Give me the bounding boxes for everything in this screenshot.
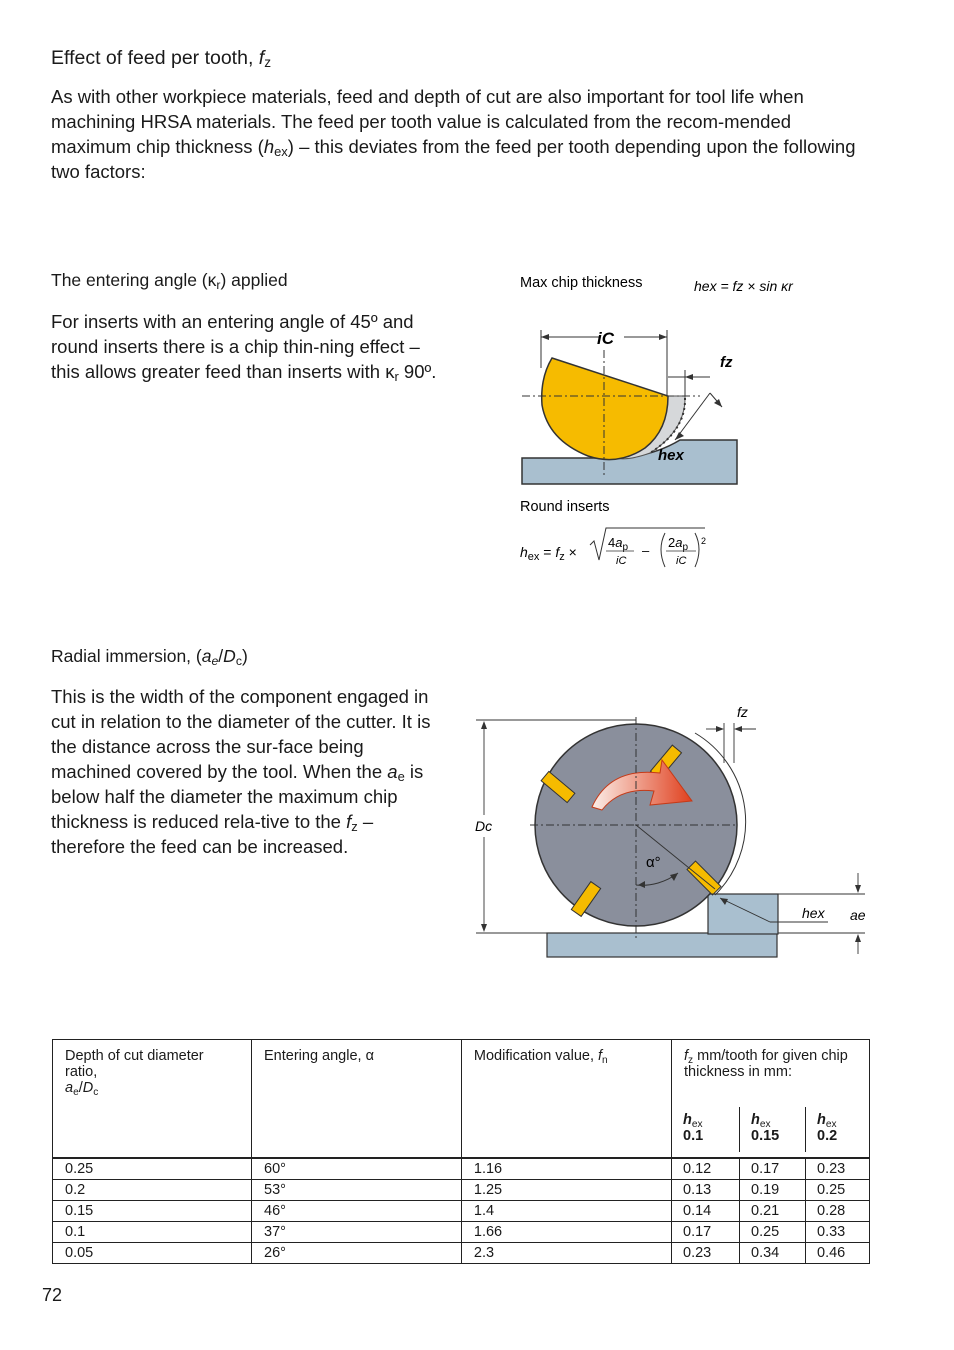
feed-table: [52, 1039, 870, 1264]
hex-label-2: hex: [802, 905, 825, 921]
table-row: 0.05 26° 2.3 0.23 0.34 0.46: [53, 1243, 870, 1264]
section-heading: Effect of feed per tooth, $f_z$: [51, 47, 272, 70]
entering-angle-paragraph: For inserts with an entering angle of 45º and round inserts there is a chip thin-ning effect – this allows greater feed than inserts with $\kappa_r$ 90º.: [51, 311, 437, 384]
table-row: 0.1 37° 1.66 0.17 0.25 0.33: [53, 1222, 870, 1243]
formula-round-inserts: [520, 528, 706, 567]
radial-immersion-title: Radial immersion, $(a_e/D_c)$: [51, 646, 248, 668]
workpiece-step: [708, 894, 778, 934]
svg-text:2ap: $2a_p$: [668, 535, 689, 553]
table-row: 0.2 53° 1.25 0.13 0.19 0.25: [53, 1180, 870, 1201]
table-row: 0.15 46° 1.4 0.14 0.21 0.28: [53, 1201, 870, 1222]
round-insert: [542, 358, 668, 460]
svg-text:2: 2: [701, 536, 707, 546]
intro-paragraph: As with other workpiece materials, feed and depth of cut are also important for tool life when machining HRSA materials. The feed per tooth value is calculated from the recom-mended maximum chip thickness $(h_{ex})$ – this deviates from the feed per tooth depending upon the following two factors:: [51, 86, 856, 182]
svg-text:iC: iC: [676, 555, 687, 567]
round-inserts-label: Round inserts: [520, 499, 610, 515]
fz-label-2: fz: [737, 704, 748, 720]
entering-angle-title: The entering angle $(\kappa_r)$ applied: [51, 270, 288, 292]
entering-angle-diagram: [500, 260, 860, 580]
ae-label: ae: [850, 907, 866, 923]
header-fz: $f_z$ mm/tooth for given chip thickness in mm: $h_{ex}$ 0.1 $h_{ex}$ 0.15 $h_{ex}$ 0.2: [672, 1040, 870, 1159]
svg-text:iC: iC: [616, 555, 627, 567]
radial-immersion-paragraph: This is the width of the component engaged in cut in relation to the diameter of the cutter. It is the distance across the sur-face being machined covered by the tool. When the $a_e$ is below half the diameter the maximum chip thickness is reduced rela-tive to the $f_z$ – therefore the feed can be increased.: [51, 686, 431, 857]
header-depth-ratio: Depth of cut diameter ratio, $a_e/D_c$: [53, 1040, 252, 1159]
hex-col-1: $h_{ex}$ 0.1: [683, 1112, 704, 1144]
svg-text:4ap: $4a_p$: [608, 535, 629, 553]
svg-text:hex = fz ×: $h_{ex} = f_z$ ×: [520, 544, 577, 563]
hex-col-2: $h_{ex}$ 0.15: [739, 1107, 805, 1152]
hex-label: hex: [658, 447, 684, 464]
table-header-row: [53, 1040, 870, 1159]
formula-max-chip: hex = fz × sin κr: [694, 278, 793, 294]
fz-label: fz: [720, 354, 733, 371]
max-chip-thickness-label: Max chip thickness: [520, 275, 643, 291]
header-modification-value: Modification value, $f_n$: [461, 1040, 671, 1159]
ic-label: iC: [597, 329, 614, 348]
alpha-label: α°: [646, 854, 661, 871]
svg-text:–: –: [642, 543, 650, 558]
workpiece-bottom: [547, 933, 777, 957]
header-entering-angle: Entering angle, α: [252, 1040, 462, 1159]
hex-col-3: $h_{ex}$ 0.2: [805, 1107, 869, 1152]
table-row: 0.25 60° 1.16 0.12 0.17 0.23: [53, 1158, 870, 1180]
page-number: 72: [42, 1285, 63, 1305]
dc-label: Dc: [475, 818, 493, 834]
radial-immersion-diagram: [470, 695, 870, 965]
